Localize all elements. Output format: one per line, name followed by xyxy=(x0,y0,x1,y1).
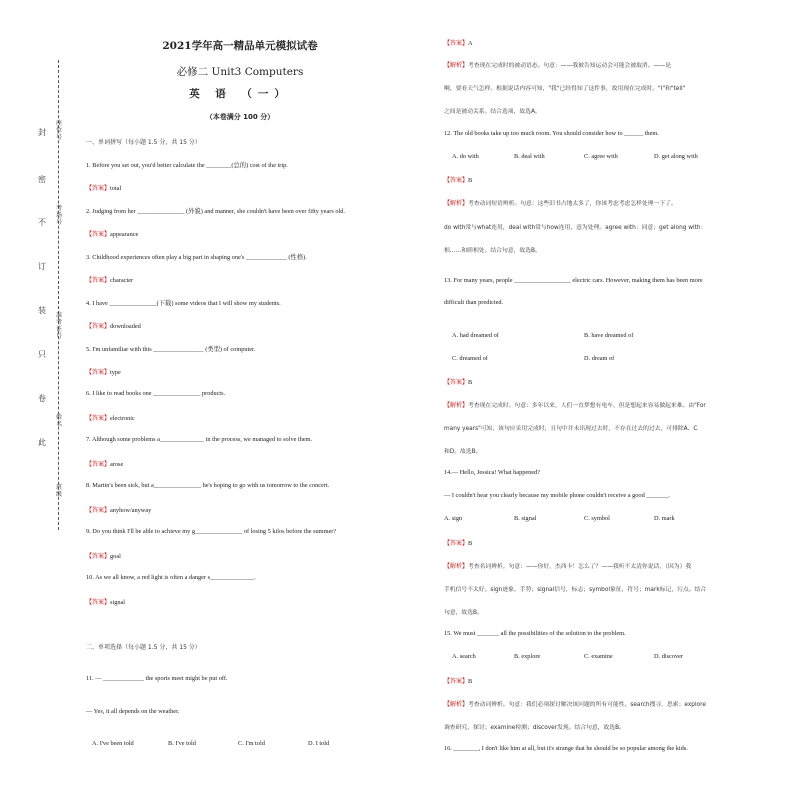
answer-line xyxy=(86,505,151,514)
answer-value: character xyxy=(110,277,134,284)
explanation-text: 啊，要看天气怎样。根据说话内容可知，"我"已经得知了这件事，故用现在完成时。"I"和"tell" xyxy=(444,86,686,92)
answer-tag: 【答案】 xyxy=(86,415,111,422)
question-text: 1. Before you set out, you'd better calculate the ________(总的) cost of the trip. xyxy=(86,162,288,169)
name-label: 姓名 xyxy=(56,414,63,428)
explanation-text: 考查现在完成时。句意：多年以来，人们一直梦想有电车，但是想起来容易做起来难。由"For xyxy=(468,403,706,409)
answer-value: signal xyxy=(110,599,126,606)
explanation-text: do with常与what连用，deal with常与how连用，意为处理。agree with：同意；get along with： xyxy=(444,225,707,231)
question-text: 15. We must _______ all the possibilities of the solution to the problem. xyxy=(444,630,626,637)
question-text: 14.— Hello, Jessica! What happened? xyxy=(444,469,541,476)
binding-char: 此 xyxy=(38,438,46,447)
answer-tag: 【答案】 xyxy=(86,553,111,560)
explanation-text: many years"可知，该句应采用完成时，且句中并未出现过去时，不存在过去的过去，可排除A、C xyxy=(444,426,698,432)
question-text: difficult than predicted. xyxy=(444,299,504,306)
binding-char: 订 xyxy=(38,262,46,271)
explanation-text: 和D。故选B。 xyxy=(444,449,482,455)
question-text: 13. For many years, people __________________ electric cars. However, making them has been more xyxy=(444,277,703,284)
answer-line xyxy=(444,538,472,547)
option-c: C. dreamed of xyxy=(452,355,488,362)
explanation-text: 手机信号不太好。sign迹象，手势；signal信号，标志；symbol象征，符号；mark标记，污点。结合 xyxy=(444,587,707,593)
answer-value: A xyxy=(468,40,473,47)
binding-char: 卷 xyxy=(38,394,46,403)
answer-line xyxy=(444,676,472,685)
explain-tag: 【解析】 xyxy=(444,62,469,69)
question-text: — I couldn't hear you clearly because my mobile phone couldn't receive a good _______. xyxy=(444,492,670,499)
option-c: C. examine xyxy=(584,653,613,660)
answer-value: electronic xyxy=(110,415,135,422)
explanation-line xyxy=(444,561,691,570)
explanation-text: 考查现在完成时的被动语态。句意：——我被告知运动会可能会被取消。——是 xyxy=(468,63,671,69)
answer-tag: 【答案】 xyxy=(86,185,111,192)
question-text: 16. ________, I don't like him at all, but it's strange that he should be so popular among the kids. xyxy=(444,745,688,752)
question-text: 12. The old books take up too much room. You should consider how to ______ them. xyxy=(444,130,659,137)
exam-subtitle: 必修二 Unit3 Computers xyxy=(176,66,304,78)
answer-value: B xyxy=(468,177,473,184)
explain-tag: 【解析】 xyxy=(444,701,469,708)
question-text: 3. Childhood experiences often play a big part in shaping one's _____________ (性格). xyxy=(86,254,307,261)
class-label: 班级 xyxy=(56,484,63,498)
answer-tag: 【答案】 xyxy=(86,231,111,238)
explanation-text: 考查名词辨析。句意：——你好，杰西卡！怎么了？——我听不太清你说话，（因为）我 xyxy=(468,564,692,570)
answer-tag: 【答案】 xyxy=(444,379,469,386)
option-c: C. symbol xyxy=(584,515,610,522)
answer-line xyxy=(86,275,133,284)
answer-line xyxy=(86,229,138,238)
question-text: 4. I have _______________(下载) some videos that I will show my students. xyxy=(86,300,281,307)
answer-value: appearance xyxy=(110,231,139,238)
explain-tag: 【解析】 xyxy=(444,200,469,207)
explanation-text: 考查动词辨析。句意：我们必须探讨解决该问题的所有可能性。search搜寻，思索；explore xyxy=(468,702,706,708)
question-text: 10. As we all know, a red light is often a danger s______________. xyxy=(86,574,256,581)
answer-tag: 【答案】 xyxy=(444,678,469,685)
explanation-line xyxy=(444,400,706,409)
answer-tag: 【答案】 xyxy=(444,40,469,47)
explanation-line xyxy=(444,60,671,69)
option-a: A. I've been told xyxy=(92,740,134,747)
option-d: D. mark xyxy=(654,515,675,522)
admission-number-label: 准考证号 xyxy=(56,312,63,340)
explanation-text: 考查动词短语辨析。句意：这些旧书占地太多了，你该考虑考虑怎样处理一下了。 xyxy=(468,201,677,207)
option-b: B. I've told xyxy=(168,740,196,747)
exam-room-label: 考场号 xyxy=(56,205,63,226)
answer-tag: 【答案】 xyxy=(444,540,469,547)
option-b: B. explore xyxy=(514,653,541,660)
explanation-text: 句意，故选B。 xyxy=(444,610,483,616)
answer-tag: 【答案】 xyxy=(444,177,469,184)
option-a: A. had dreamed of xyxy=(452,332,499,339)
option-a: A. sign xyxy=(444,515,463,522)
exam-title: 2021学年高一精品单元模拟试卷 xyxy=(162,40,318,52)
explanation-text: 调查研究，探讨；examine检测；discover发现。结合句意，故选B。 xyxy=(444,725,625,731)
answer-tag: 【答案】 xyxy=(86,461,111,468)
answer-value: B xyxy=(468,540,473,547)
question-text: 5. I'm unfamiliar with this ________________ (类型) of computer. xyxy=(86,346,256,353)
option-a: A. search xyxy=(452,653,476,660)
answer-line xyxy=(86,321,141,330)
answer-value: B xyxy=(468,379,473,386)
binding-margin xyxy=(0,0,80,794)
explanation-text: 之间是被动关系。结合选项，故选A。 xyxy=(444,109,541,115)
option-d: D. I told xyxy=(308,740,330,747)
section-heading: 二、单项选择（每小题 1.5 分，共 15 分） xyxy=(86,644,201,651)
binding-char: 只 xyxy=(38,350,46,359)
answer-line xyxy=(444,175,472,184)
answer-line xyxy=(444,377,472,386)
question-text: 9. Do you think I'll be able to achieve my g_______________ of losing 5 kilos before the summer? xyxy=(86,528,337,535)
answer-line xyxy=(86,183,121,192)
explanation-line xyxy=(444,198,677,207)
seat-number-label: 座位号 xyxy=(56,120,63,141)
answer-value: arose xyxy=(110,461,124,468)
option-b: B. deal with xyxy=(514,153,545,160)
answer-line xyxy=(444,38,473,47)
binding-char: 不 xyxy=(38,218,46,227)
option-a: A. do with xyxy=(452,153,479,160)
answer-value: B xyxy=(468,678,473,685)
answer-line xyxy=(86,413,135,422)
option-b: B. have dreamed of xyxy=(584,332,634,339)
answer-tag: 【答案】 xyxy=(86,599,111,606)
question-text: 7. Although some problems a______________ in the process, we managed to solve them. xyxy=(86,436,313,443)
explain-tag: 【解析】 xyxy=(444,402,469,409)
question-text: 8. Martin's been sick, but a_______________ he's hoping to go with us tomorrow to the concert. xyxy=(86,482,330,489)
option-b: B. signal xyxy=(514,515,537,522)
answer-value: type xyxy=(110,369,121,376)
answer-line xyxy=(86,551,121,560)
answer-tag: 【答案】 xyxy=(86,323,111,330)
question-text: 6. I like to read books one _______________ products. xyxy=(86,390,226,397)
answer-value: anyhow/anyway xyxy=(110,507,152,514)
answer-value: downloaded xyxy=(110,323,141,330)
answer-tag: 【答案】 xyxy=(86,277,111,284)
section-heading: 一、单词拼写（每小题 1.5 分，共 15 分） xyxy=(86,139,201,146)
exam-score-note: （本卷满分 100 分） xyxy=(205,113,275,121)
binding-char: 装 xyxy=(38,306,46,315)
option-d: D. discover xyxy=(654,653,684,660)
option-d: D. get along with xyxy=(654,153,698,160)
option-c: C. agree with xyxy=(584,153,618,160)
explanation-text: 相……和睦相处。结合句意，故选B。 xyxy=(444,248,541,254)
answer-tag: 【答案】 xyxy=(86,369,111,376)
option-d: D. dream of xyxy=(584,355,615,362)
explanation-line xyxy=(444,699,706,708)
answer-value: total xyxy=(110,185,122,192)
binding-char: 密 xyxy=(38,175,46,184)
answer-line xyxy=(86,459,123,468)
question-text: — Yes, it all depends on the weather. xyxy=(86,708,180,715)
answer-tag: 【答案】 xyxy=(86,507,111,514)
answer-line xyxy=(86,597,125,606)
answer-value: goal xyxy=(110,553,121,560)
question-text: 11. — _____________ the sports meet might be put off. xyxy=(86,675,228,682)
question-text: 2. Judging from her _______________ (外貌) and manner, she couldn't have been over fifty years old. xyxy=(86,208,345,215)
exam-subject: 英 语 （一） xyxy=(189,88,291,100)
explain-tag: 【解析】 xyxy=(444,563,469,570)
answer-line xyxy=(86,367,121,376)
option-c: C. I'm told xyxy=(238,740,265,747)
binding-char: 封 xyxy=(38,128,46,137)
